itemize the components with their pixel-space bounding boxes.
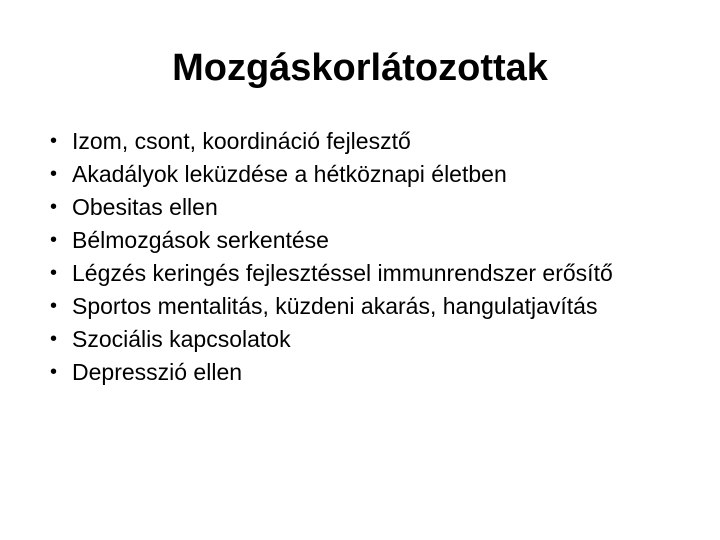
slide-title: Mozgáskorlátozottak <box>172 47 548 89</box>
bullet-icon: • <box>50 328 58 350</box>
bullet-text: Sportos mentalitás, küzdeni akarás, hangulatjavítás <box>72 293 598 319</box>
bullet-icon: • <box>50 295 58 317</box>
bullet-text: Obesitas ellen <box>72 194 218 220</box>
list-item <box>50 126 660 156</box>
bullet-icon: • <box>50 361 58 383</box>
list-item <box>50 357 660 387</box>
bullet-text: Szociális kapcsolatok <box>72 326 291 352</box>
bullet-icon: • <box>50 130 58 152</box>
list-item <box>50 192 660 222</box>
bullet-text: Bélmozgások serkentése <box>72 227 329 253</box>
bullet-icon: • <box>50 262 58 284</box>
bullet-text: Izom, csont, koordináció fejlesztő <box>72 128 411 154</box>
bullet-icon: • <box>50 229 58 251</box>
list-item <box>50 258 660 288</box>
list-item <box>50 324 660 354</box>
list-item <box>50 225 660 255</box>
bullet-icon: • <box>50 163 58 185</box>
bullet-list <box>50 126 660 390</box>
bullet-icon: • <box>50 196 58 218</box>
list-item <box>50 291 660 321</box>
bullet-text: Légzés keringés fejlesztéssel immunrendszer erősítő <box>72 260 613 286</box>
list-item <box>50 159 660 189</box>
bullet-text: Depresszió ellen <box>72 359 243 385</box>
bullet-text: Akadályok leküzdése a hétköznapi életben <box>72 161 507 187</box>
